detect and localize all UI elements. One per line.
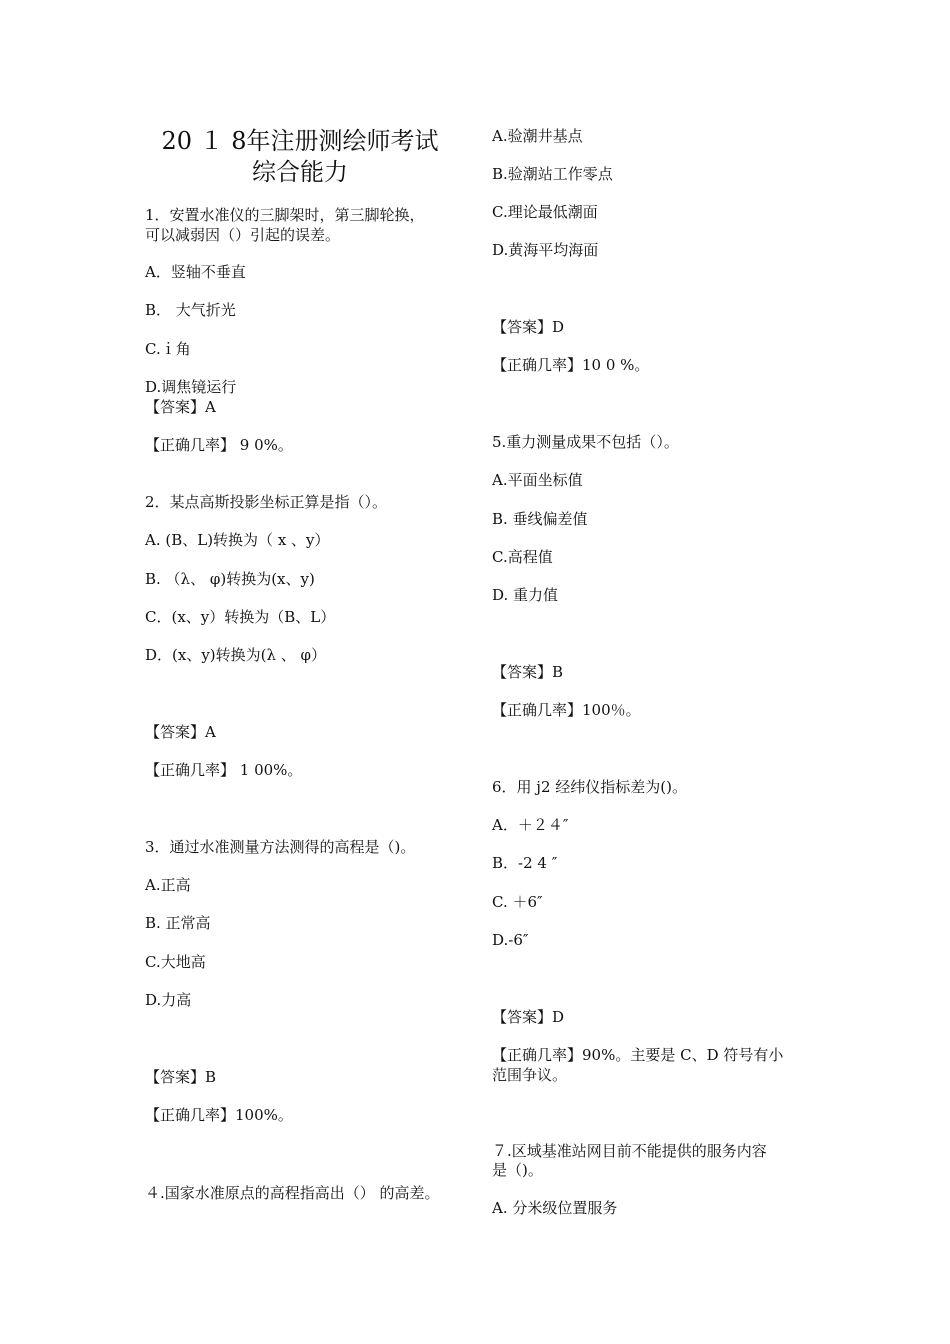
question-2-option-a: A. (B、L)转换为（ x 、y） [145,531,330,549]
page-title-line2: 综合能力 [252,158,348,186]
question-3-stem: 3．通过水准测量方法测得的高程是（)。 [145,838,416,856]
question-1-option-d: D.调焦镜运行 [145,378,237,396]
question-1-option-b: B． 大气折光 [145,301,236,319]
question-3-option-c: C.大地高 [145,953,206,971]
question-4-option-c: C.理论最低潮面 [492,203,598,221]
question-5-stem: 5.重力测量成果不包括（）。 [492,433,679,451]
question-2-option-d: D．(x、y)转换为(λ 、 φ） [145,646,327,664]
question-3-option-a: A.正高 [145,876,191,894]
question-6-stem: 6．用 j2 经纬仪指标差为()。 [492,778,687,796]
question-3-option-b: B. 正常高 [145,914,211,932]
question-6-option-c: C. ＋6″ [492,893,543,911]
question-1-option-a: A．竖轴不垂直 [145,263,246,281]
page-title-line1: 20 １ 8年注册测绘师考试 [161,127,439,155]
question-1-stem-line1: 1．安置水准仪的三脚架时，第三脚轮换， [145,206,425,224]
question-2-option-b: B. （λ、 φ)转换为(x、y) [145,570,315,588]
question-3-rate: 【正确几率】100%。 [145,1106,293,1124]
question-5-option-c: C.高程值 [492,548,553,566]
question-2-answer: 【答案】A [145,723,216,741]
question-5-answer: 【答案】B [492,663,564,681]
question-4-option-a: A.验潮井基点 [492,127,583,145]
question-6-answer: 【答案】D [492,1008,565,1026]
question-1-stem-line2: 可以减弱因（）引起的误差。 [145,226,341,244]
question-1-answer: 【答案】A [145,398,216,416]
question-5-option-d: D. 重力值 [492,586,559,604]
question-6-rate-line1: 【正确几率】90%。主要是 C、D 符号有小 [492,1046,784,1064]
question-7-stem-line2: 是（)。 [492,1161,543,1179]
question-5-rate: 【正确几率】100％。 [492,701,641,719]
question-2-rate: 【正确几率】 1 00%。 [145,761,303,779]
question-3-answer: 【答案】B [145,1068,217,1086]
question-6-rate-line2: 范围争议。 [492,1066,568,1084]
question-4-stem: ４.国家水准原点的高程指高出（） 的高差。 [145,1184,440,1202]
question-5-option-a: A.平面坐标值 [492,471,583,489]
question-4-option-d: D.黄海平均海面 [492,241,599,259]
question-7-stem-line1: ７.区域基准站网目前不能提供的服务内容 [492,1142,767,1160]
question-6-option-d: D.-6″ [492,931,529,949]
question-2-stem: 2．某点高斯投影坐标正算是指（）。 [145,493,388,511]
question-7-option-a: A. 分米级位置服务 [492,1199,618,1217]
question-3-option-d: D.力高 [145,991,192,1009]
question-4-rate: 【正确几率】10 0 %。 [492,356,650,374]
question-6-option-b: B．-2 4 ″ [492,854,558,872]
question-4-answer: 【答案】D [492,318,565,336]
question-1-rate: 【正确几率】 9 0%。 [145,436,293,454]
question-1-option-c: C.ｉ角 [145,340,191,358]
question-4-option-b: B.验潮站工作零点 [492,165,613,183]
question-2-option-c: C．(x、y）转换为（B、L） [145,608,336,626]
question-6-option-a: A．＋２４″ [492,816,569,834]
question-5-option-b: B. 垂线偏差值 [492,510,588,528]
